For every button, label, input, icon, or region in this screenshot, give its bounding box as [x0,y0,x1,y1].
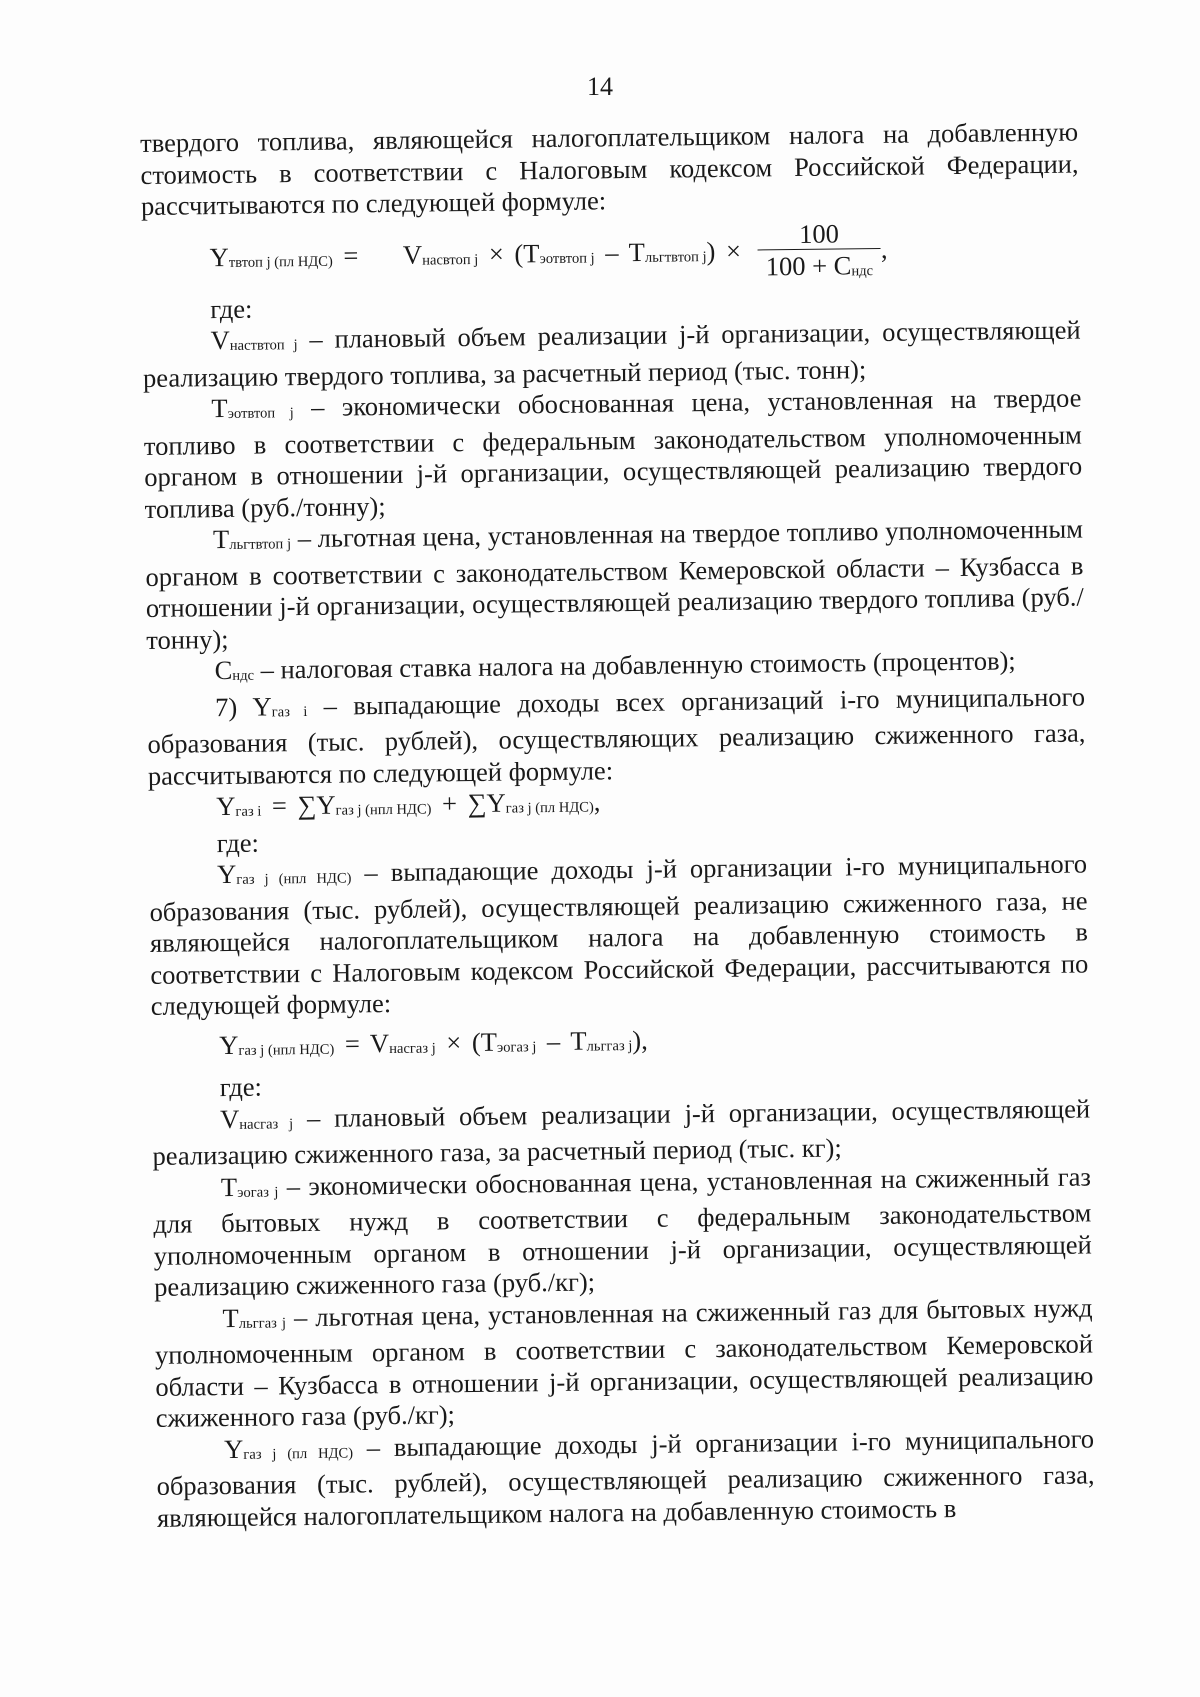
definition-gas-losses-non-vat: Yгаз j (нпл НДС) – выпадающие доходы j-й организации i-го муниципального образования (тыс. рублей), осуществляющей реализацию сжиженного газа, не являющейся налогоплательщиком налога на добавленную стоимость в соответствии с Налоговым кодексом Российской Федерации, рассчитываются по следующей формуле: [149,848,1089,1021]
definition-preferential-price-gas: Tльггаз j – льготная цена, установленная на сжиженный газ для бытовых нужд уполномоченным органом в соответствии с законодательством Кемеровской области – Кузбасса в отношении j-й организации, осуществляющей реализацию сжиженного газа (руб./кг); [154,1291,1094,1433]
formula-gas-non-vat: Yгаз j (нпл НДС) = Vнасгаз j × (Tэогаз j – Tльггаз j), [219,1024,648,1060]
item-7-gas-losses: 7) Yгаз i – выпадающие доходы всех организаций i-го муниципального образования (тыс. рублей), осуществляющих реализацию сжиженного газа, рассчитываются по следующей формуле: [147,680,1086,791]
definition-preferential-price-solid-fuel: Tльгтвтоп j – льготная цена, установленная на твердое топливо уполномоченным органом в соответствии с законодательством Кемеровской области – Кузбасса в отношении j-й организации, осуществляющей реализацию твердого топлива (руб./тонну); [145,513,1084,655]
definition-economic-price-gas: Tэогаз j – экономически обоснованная цена, установленная на сжиженный газ для бытовых нужд в соответствии с федеральным законодательством уполномоченным органом в отношении j-й организации, осуществляющей реализацию сжиженного газа (руб./кг); [153,1160,1092,1302]
definition-volume-solid-fuel: Vнаствтоп j – плановый объем реализации j-й организации, осуществляющей реализацию твердого топлива, за расчетный период (тыс. тонн); [142,314,1081,393]
where-label: где: [219,1071,263,1103]
fraction: $\frac{100}{\text{100 + Cндс}}$ [757,217,881,287]
where-label: где: [216,827,260,858]
page-number: 14 [587,72,613,101]
paragraph-intro: твердого топлива, являющейся налогоплательщиком налога на добавленную стоимость в соответствии с Налоговым кодексом Российской Федерации, рассчитываются по следующей формуле: [140,116,1079,221]
definition-volume-gas: Vнасгаз j – плановый объем реализации j-й организации, осуществляющей реализацию сжиженного газа, за расчетный период (тыс. кг); [152,1092,1091,1171]
definition-gas-losses-vat: Yгаз j (пл НДС) – выпадающие доходы j-й организации i-го муниципального образования (тыс. рублей), осуществляющей реализацию сжиженного газа, являющейся налогоплательщиком налога на добавленную стоимость в [156,1422,1095,1533]
document-body [140,117,1095,1534]
formula-gas-total: Yгаз i = ∑Yгаз j (нпл НДС) + ∑Yгаз j (пл НДС), [216,786,601,822]
definition-economic-price-solid-fuel: Tэотвтоп j – экономически обоснованная цена, установленная на твердое топливо в соответствии с федеральным законодательством уполномоченным органом в отношении j-й организации, осуществляющей реализацию твердого топлива (руб./тонну); [143,382,1083,524]
definition-vat-rate: Cндс – налоговая ставка налога на добавленную стоимость (процентов); [214,645,1016,686]
formula-tverdoe-toplivo: Yтвтоп j (пл НДС) = Vнасвтоп j × (Tэотвтоп j – Tльгтвтоп j) × $\frac{100}{\text{100 + Cндс}}$ , [141,215,1080,294]
where-label: где: [210,293,253,324]
